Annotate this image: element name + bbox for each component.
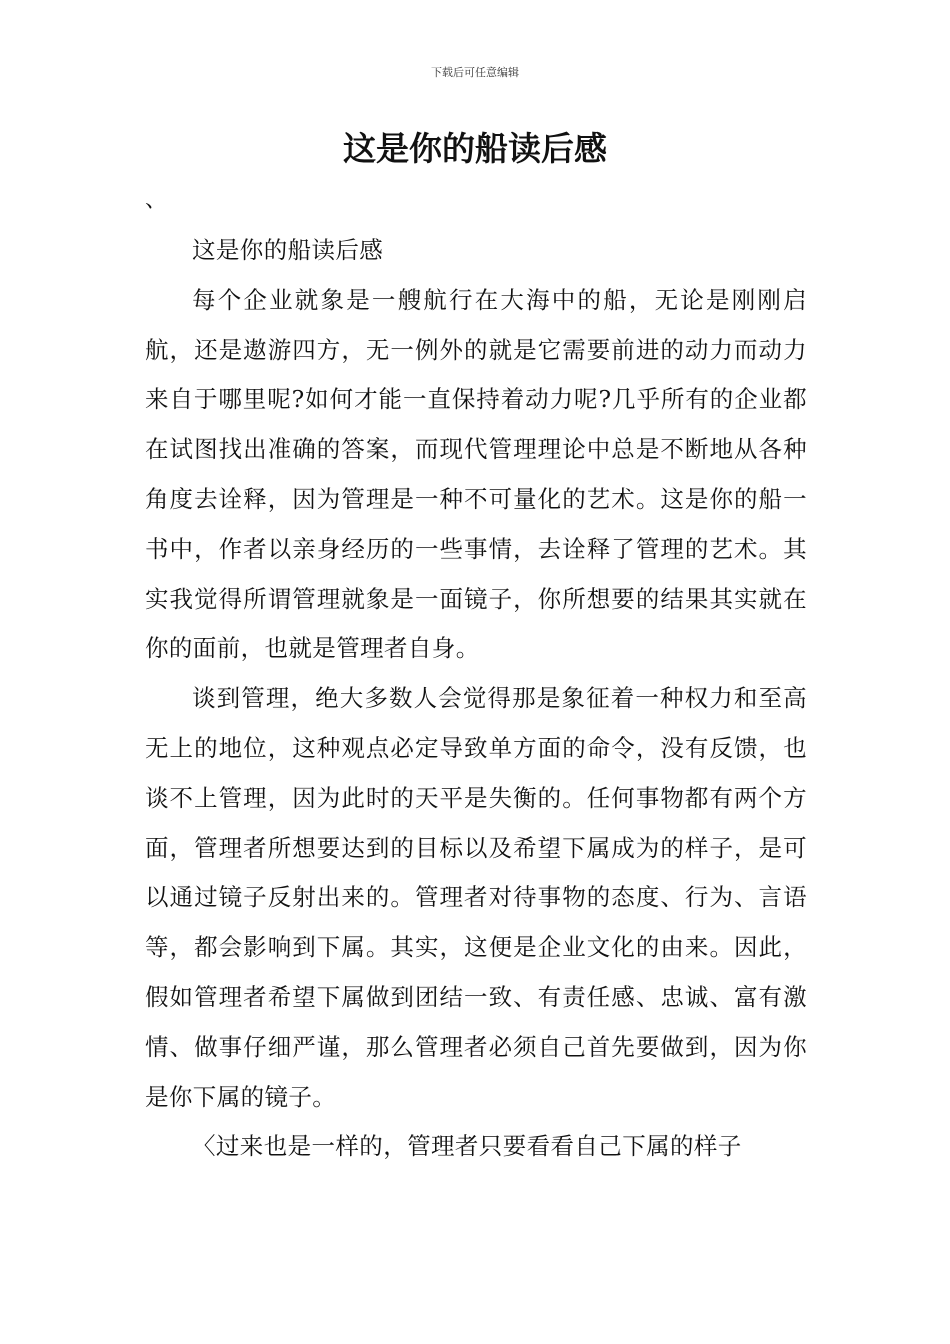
document-body	[145, 226, 807, 1172]
header-note: 下载后可任意编辑	[431, 66, 519, 79]
paragraph: 〈过来也是一样的，管理者只要看看自己下属的样子	[192, 1132, 742, 1161]
stray-punctuation-mark: 、	[145, 188, 168, 213]
paragraph-subtitle: 这是你的船读后感	[192, 236, 384, 264]
document-title: 这是你的船读后感	[343, 129, 607, 168]
paragraph: 谈到管理，绝大多数人会觉得那是象征着一种权力和至高无上的地位，这种观点必定导致单方面的命令，没有反馈，也谈不上管理，因为此时的天平是失衡的。任何事物都有两个方面，管理者所想要达到的目标以及希望下属成为的样子，是可以通过镜子反射出来的。管理者对待事物的态度、行为、言语等，都会影响到下属。其实，这便是企业文化的由来。因此，假如管理者希望下属做到团结一致、有责任感、忠诚、富有激情、做事仔细严谨，那么管理者必须自己首先要做到，因为你是你下属的镜子。	[145, 684, 807, 1111]
paragraph: 每个企业就象是一艘航行在大海中的船，无论是刚刚启航，还是遨游四方，无一例外的就是它需要前进的动力而动力来自于哪里呢?如何才能一直保持着动力呢?几乎所有的企业都在试图找出准确的答案，而现代管理理论中总是不断地从各种角度去诠释，因为管理是一种不可量化的艺术。这是你的船一书中，作者以亲身经历的一些事情，去诠释了管理的艺术。其实我觉得所谓管理就象是一面镜子，你所想要的结果其实就在你的面前，也就是管理者自身。	[145, 285, 807, 663]
